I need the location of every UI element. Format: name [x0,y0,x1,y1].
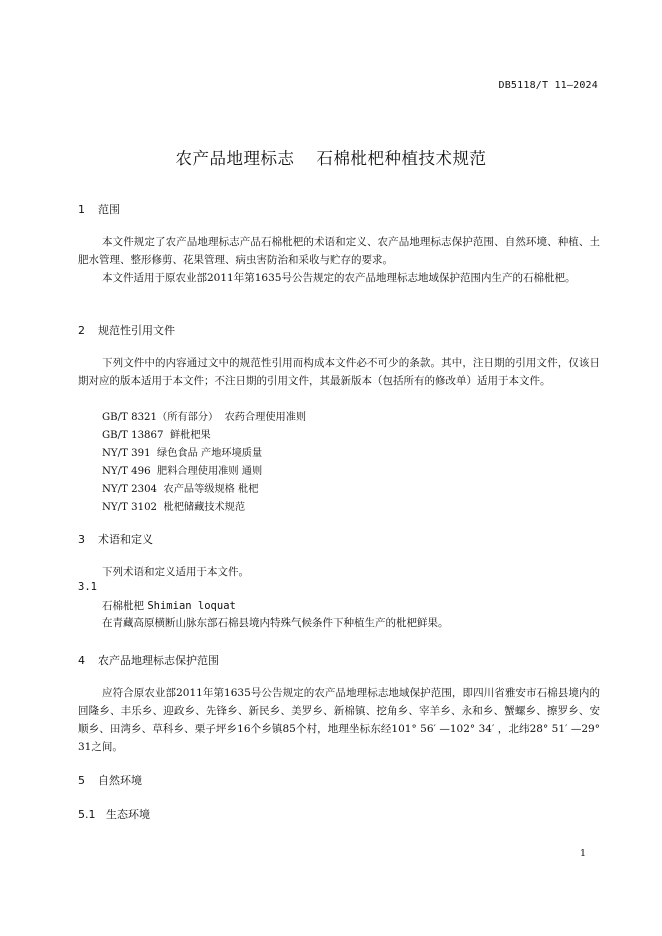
section-2-heading: 2 规范性引用文件 [78,324,175,337]
reference-item: NY/T 496 肥料合理使用准则 通则 [102,466,263,477]
section-2-para: 下列文件中的内容通过文中的规范性引用而构成本文件必不可少的条款。其中，注日期的引用文件，仅该日期对应的版本适用于本文件；不注日期的引用文件，其最新版本（包括所有的修改单）适用于本文件。 [78,357,600,387]
section-3-para: 下列术语和定义适用于本文件。 [102,566,249,578]
section-1-para-1: 本文件规定了农产品地理标志产品石棉枇杷的术语和定义、农产品地理标志保护范围、自然环境、种植、土肥水管理、整形修剪、花果管理、病虫害防治和采收与贮存的要求。 [78,236,600,266]
title-part-1: 农产品地理标志 [175,149,295,168]
standard-code: DB5118/T 11—2024 [498,80,598,91]
section-5-heading: 5 自然环境 [78,774,142,787]
section-1-heading: 1 范围 [78,203,120,216]
section-1-para-2: 本文件适用于原农业部2011年第1635号公告规定的农产品地理标志地域保护范围内生产的石棉枇杷。 [102,272,576,284]
reference-item: GB/T 13867 鲜枇杷果 [102,430,211,441]
term-chinese: 石棉枇杷 [102,600,144,612]
section-4-para: 应符合原农业部2011年第1635号公告规定的农产品地理标志地域保护范围，即四川省雅安市石棉县境内的回隆乡、丰乐乡、迎政乡、先锋乡、新民乡、美罗乡、新棉镇、挖角乡、宰羊乡、永和乡、蟹螺乡、擦罗乡、安顺乡、田湾乡、草科乡、栗子坪乡16个乡镇85个村，地理坐标东经101° 56′ —102° 34′ ，北纬28° 51′ —29° 31之间。 [78,687,600,753]
term-entry [102,598,236,613]
subsection-5-1-heading: 5.1 生态环境 [78,808,150,821]
section-3-heading: 3 术语和定义 [78,533,153,546]
title-part-2: 石棉枇杷种植技术规范 [316,149,487,168]
term-english: Shimian loquat [147,600,236,612]
reference-item: NY/T 2304 农产品等级规格 枇杷 [102,484,259,495]
reference-item: NY/T 391 绿色食品 产地环境质量 [102,448,263,459]
reference-item: GB/T 8321（所有部分） 农药合理使用准则 [102,412,307,423]
term-definition: 在青藏高原横断山脉东部石棉县境内特殊气候条件下种植生产的枇杷鲜果。 [102,617,449,629]
document-title [0,145,662,169]
clause-number: 3.1 [78,581,97,593]
section-4-heading: 4 农产品地理标志保护范围 [78,654,219,667]
reference-item: NY/T 3102 枇杷储藏技术规范 [102,502,246,513]
page-number: 1 [580,848,587,859]
